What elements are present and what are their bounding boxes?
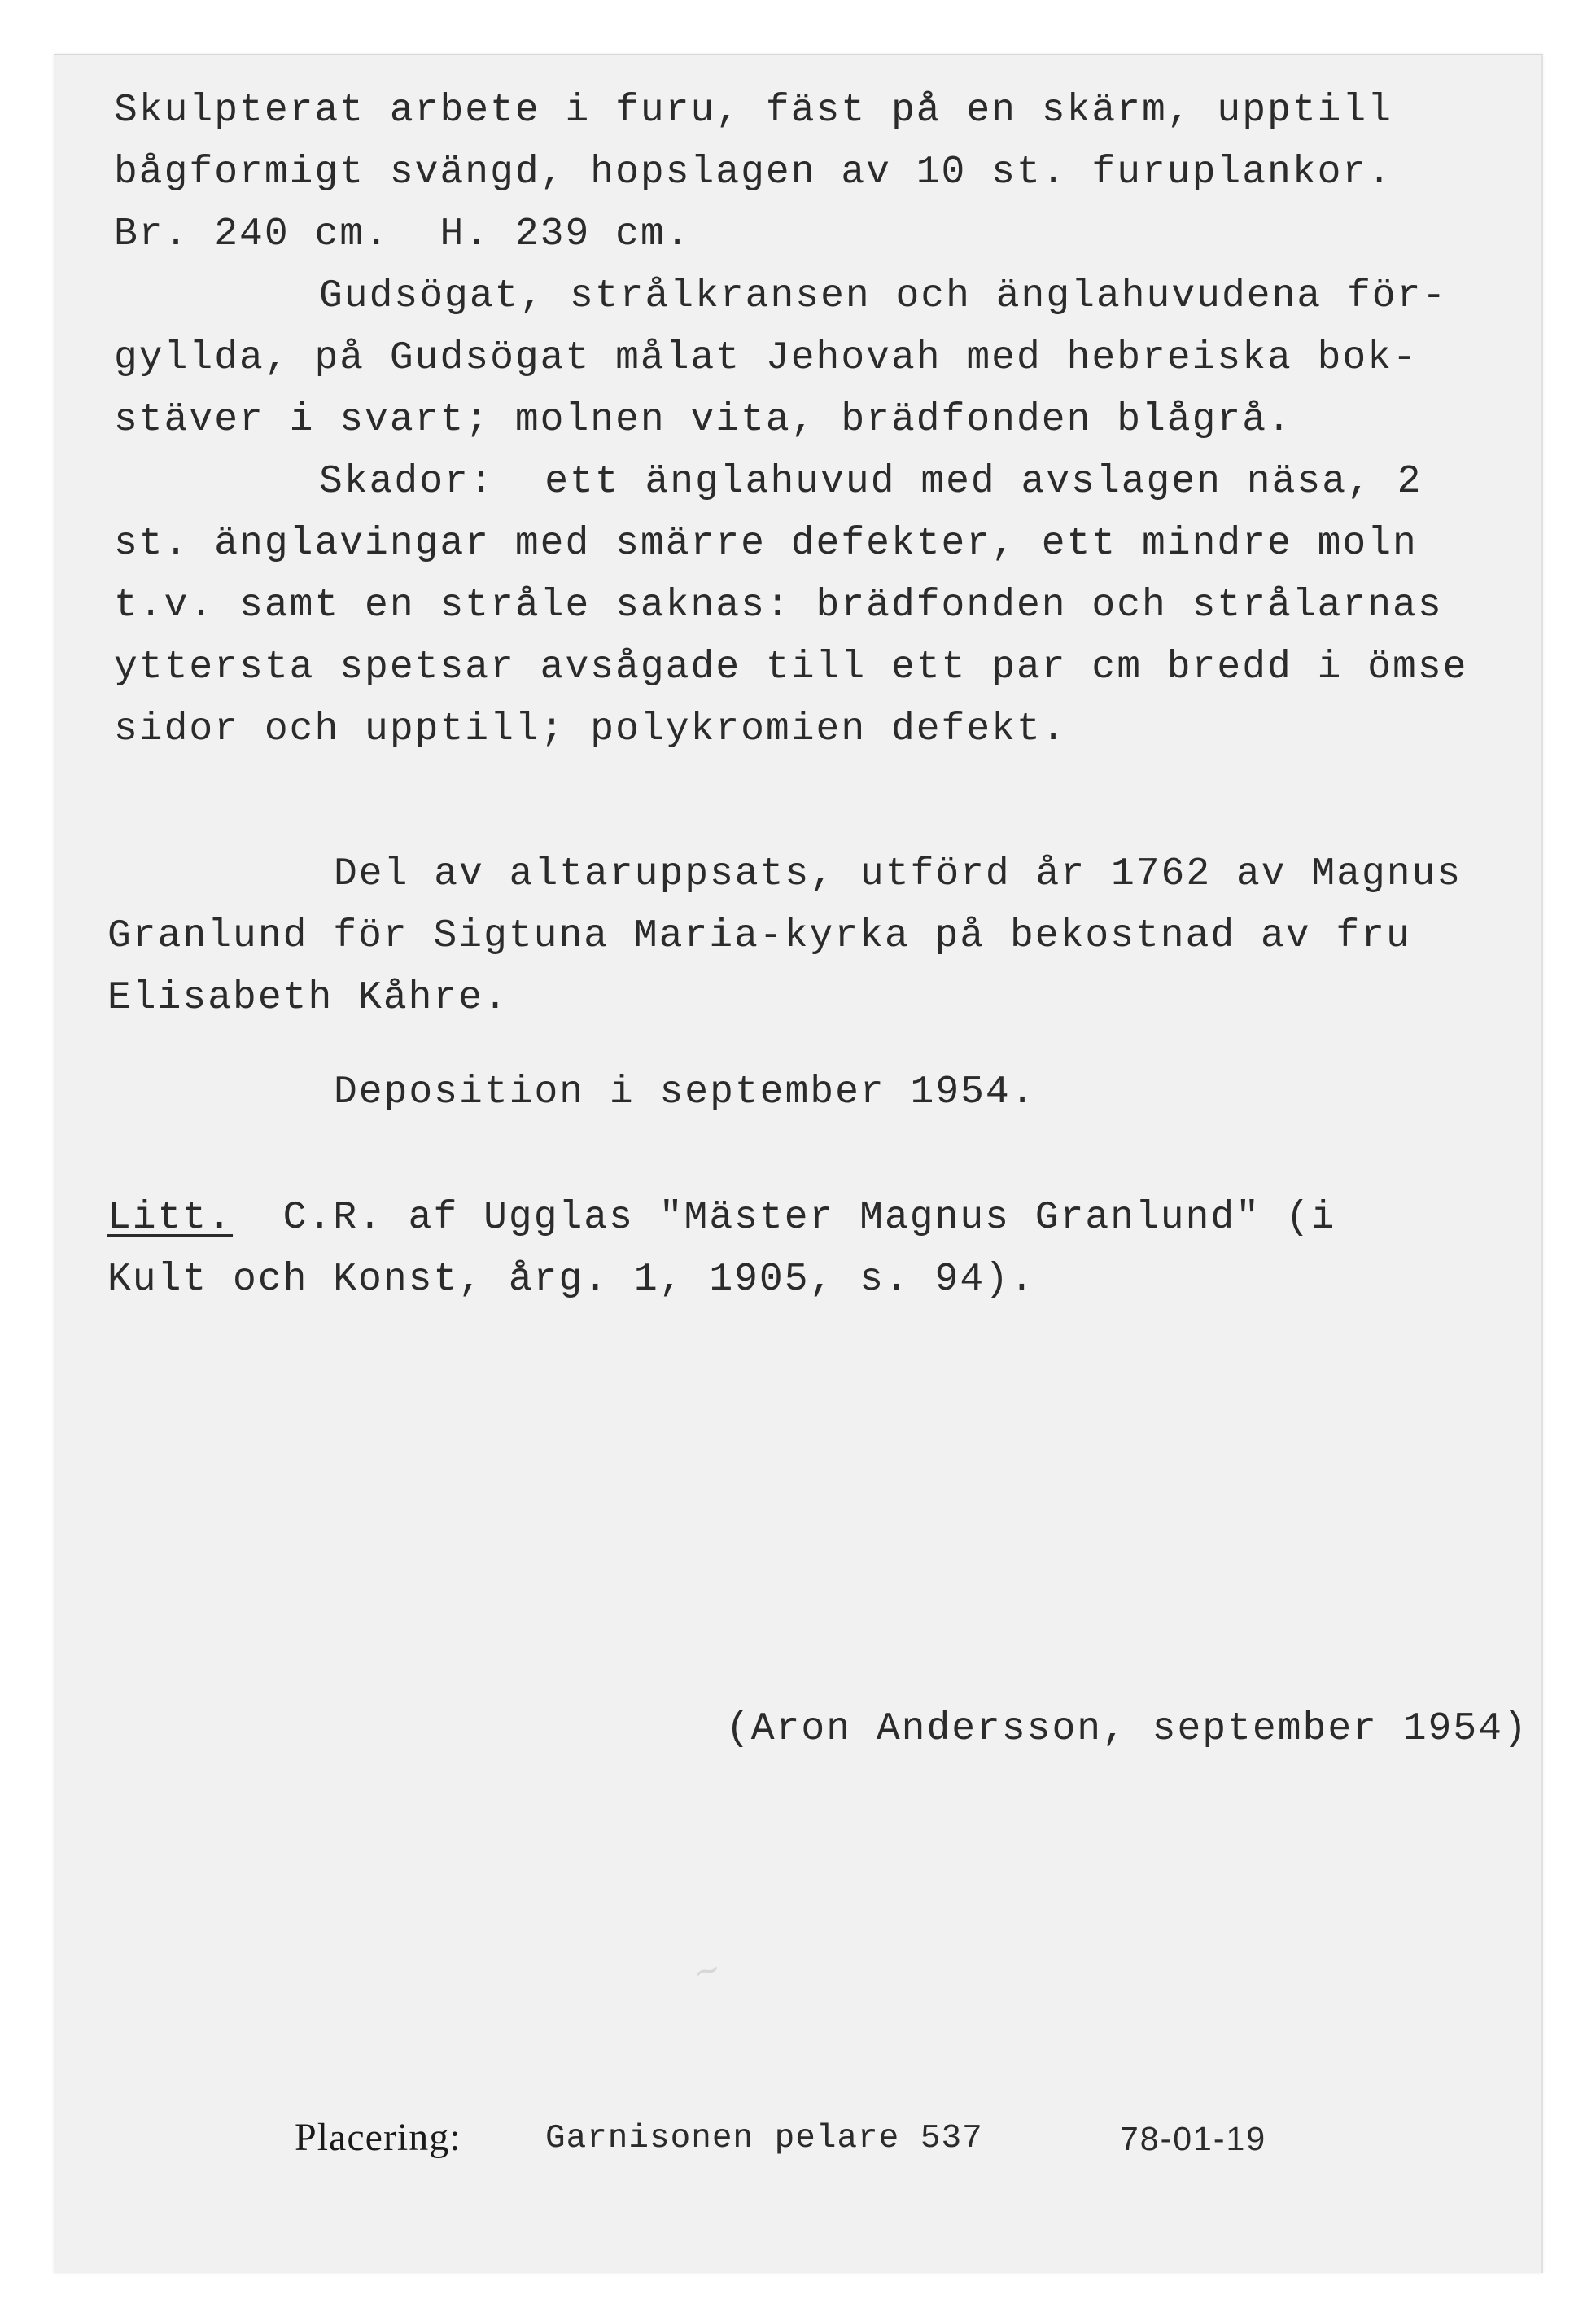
text-line: sidor och upptill; polykromien defekt.: [114, 707, 1067, 751]
text-line: gyllda, på Gudsögat målat Jehovah med hebreiska bok-: [114, 336, 1418, 380]
text-line: Granlund för Sigtuna Maria-kyrka på bekostnad av fru: [107, 914, 1411, 958]
signature-line: (Aron Andersson, september 1954): [726, 1707, 1528, 1751]
text-line: stäver i svart; molnen vita, brädfonden blågrå.: [114, 398, 1292, 442]
text-line: t.v. samt en stråle saknas: brädfonden och strålarnas: [114, 584, 1443, 628]
text-line: Br. 240 cm. H. 239 cm.: [114, 212, 691, 256]
literature-label: Litt.: [107, 1196, 234, 1240]
literature-line: Kult och Konst, årg. 1, 1905, s. 94).: [107, 1258, 1035, 1302]
text-line: bågformigt svängd, hopslagen av 10 st. furuplankor.: [114, 151, 1393, 195]
text-line: yttersta spetsar avsågade till ett par cm bredd i ömse: [114, 646, 1468, 690]
deposition-line: Deposition i september 1954.: [334, 1071, 1036, 1114]
text-line: Skador: ett änglahuvud med avslagen näsa, 2: [319, 460, 1423, 504]
placering-value: Garnisonen pelare 537: [545, 2120, 983, 2157]
text-line: Del av altaruppsats, utförd år 1762 av Magnus: [334, 852, 1463, 896]
literature-line: [107, 1196, 1336, 1240]
placering-label: Placering:: [295, 2116, 461, 2159]
faint-pencil-mark: ~: [689, 1949, 725, 1993]
text-line: Skulpterat arbete i furu, fäst på en skärm, upptill: [114, 89, 1393, 133]
text-line: st. änglavingar med smärre defekter, ett mindre moln: [114, 522, 1418, 566]
text-line: Elisabeth Kåhre.: [107, 976, 509, 1020]
placering-date: 78-01-19: [1120, 2120, 1267, 2157]
literature-text: C.R. af Ugglas "Mäster Magnus Granlund" (i: [282, 1196, 1336, 1240]
catalog-card: [54, 54, 1543, 2273]
text-line: Gudsögat, strålkransen och änglahuvudena för-: [319, 274, 1448, 318]
